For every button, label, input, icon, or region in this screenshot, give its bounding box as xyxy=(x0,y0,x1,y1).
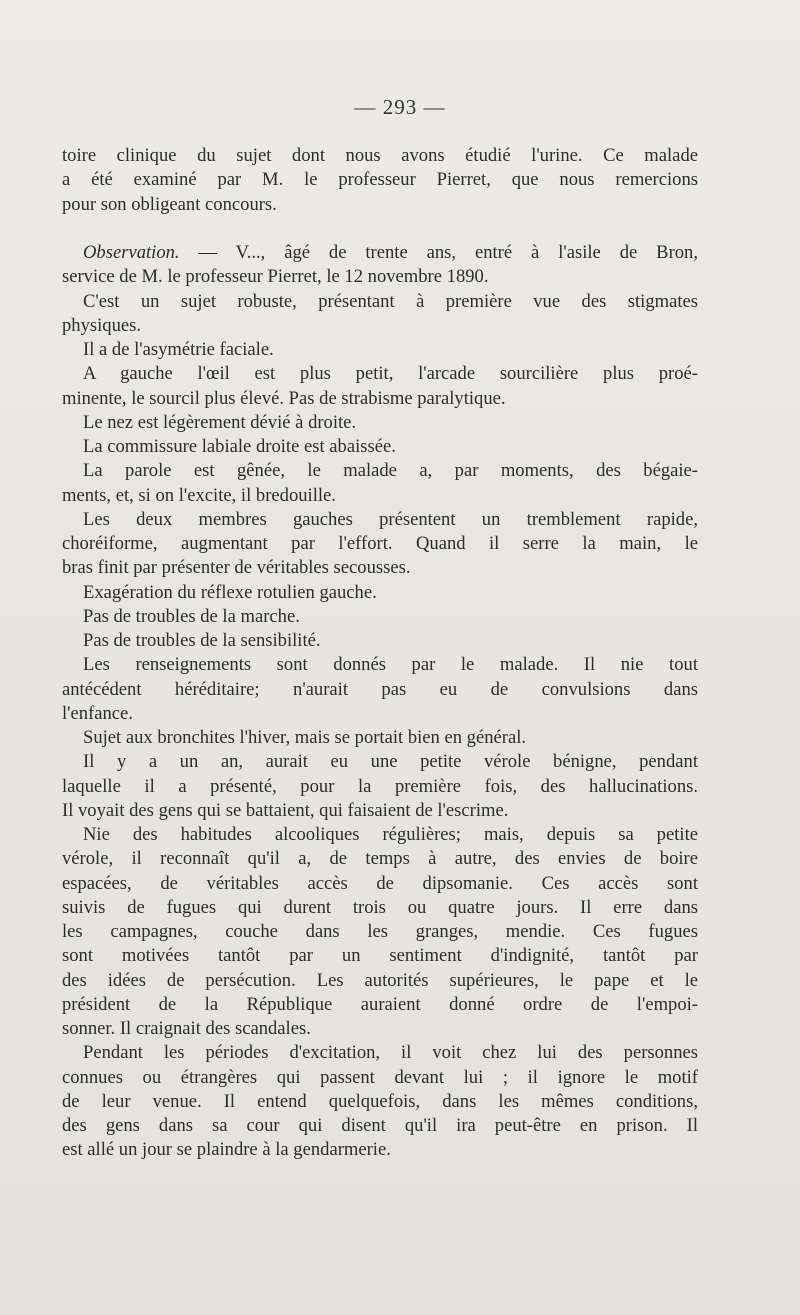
text-line: est allé un jour se plaindre à la gendarmerie. xyxy=(62,1139,391,1161)
text-line: service de M. le professeur Pierret, le 12 novembre 1890. xyxy=(62,266,489,288)
text-line: C'est un sujet robuste, présentant à première vue des stigmates xyxy=(83,290,698,312)
text-line: pour son obligeant concours. xyxy=(62,193,277,215)
text-line: l'enfance. xyxy=(62,702,133,724)
text-line: Nie des habitudes alcooliques régulières; mais, depuis sa petite xyxy=(83,824,698,845)
text-line: La commissure labiale droite est abaissée. xyxy=(83,436,396,457)
text-line: Exagération du réflexe rotulien gauche. xyxy=(83,581,377,603)
text-line: des idées de persécution. Les autorités supérieures, le pape et le xyxy=(62,969,698,991)
text-line: Sujet aux bronchites l'hiver, mais se portait bien en général. xyxy=(83,727,527,748)
text-line: antécédent héréditaire; n'aurait pas eu de convulsions dans xyxy=(62,678,698,700)
text-line: toire clinique du sujet dont nous avons étudié l'urine. Ce malade xyxy=(62,145,698,166)
text-line: de leur venue. Il entend quelquefois, dans les mêmes conditions, xyxy=(62,1090,698,1112)
text-line: connues ou étrangères qui passent devant lui ; il ignore le motif xyxy=(62,1066,698,1088)
text-line: Pendant les périodes d'excitation, il voit chez lui des personnes xyxy=(83,1042,698,1064)
text-line: a été examiné par M. le professeur Pierret, que nous remercions xyxy=(62,169,698,191)
observation-heading: Observation. xyxy=(83,242,180,263)
text-line: ments, et, si on l'excite, il bredouille. xyxy=(62,484,336,506)
text-line: vérole, il reconnaît qu'il a, de temps à autre, des envies de boire xyxy=(62,848,698,870)
text-line xyxy=(62,241,698,265)
text-line: président de la République auraient donné ordre de l'empoi- xyxy=(62,993,698,1015)
text-line: bras finit par présenter de véritables secousses. xyxy=(62,557,411,579)
text-line-content: — V..., âgé de trente ans, entré à l'asile de Bron, xyxy=(179,242,698,263)
text-line: Pas de troubles de la marche. xyxy=(83,605,300,627)
text-line: Il y a un an, aurait eu une petite vérole bénigne, pendant xyxy=(83,751,698,773)
text-line: Les deux membres gauches présentent un tremblement rapide, xyxy=(83,508,698,530)
text-line: Pas de troubles de la sensibilité. xyxy=(83,630,321,651)
text-line: laquelle il a présenté, pour la première fois, des hallucinations. xyxy=(62,775,698,797)
text-line: Le nez est légèrement dévié à droite. xyxy=(83,411,357,433)
text-line: minente, le sourcil plus élevé. Pas de strabisme paralytique. xyxy=(62,387,506,409)
text-line: des gens dans sa cour qui disent qu'il ira peut-être en prison. Il xyxy=(62,1115,698,1136)
text-line: choréiforme, augmentant par l'effort. Quand il serre la main, le xyxy=(62,533,698,554)
page-number: — 293 — xyxy=(354,95,446,119)
paragraph-spacer xyxy=(62,217,698,241)
body-text xyxy=(62,144,698,1163)
text-line: physiques. xyxy=(62,314,142,336)
text-line: A gauche l'œil est plus petit, l'arcade sourcilière plus proé- xyxy=(83,363,698,385)
text-line: sonner. Il craignait des scandales. xyxy=(62,1018,311,1039)
text-line: les campagnes, couche dans les granges, mendie. Ces fugues xyxy=(62,921,698,942)
text-line: Il voyait des gens qui se battaient, qui faisaient de l'escrime. xyxy=(62,799,509,821)
text-line: Les renseignements sont donnés par le malade. Il nie tout xyxy=(83,654,698,676)
text-line: espacées, de véritables accès de dipsomanie. Ces accès sont xyxy=(62,872,698,894)
text-line: suivis de fugues qui durent trois ou quatre jours. Il erre dans xyxy=(62,896,698,918)
text-line: sont motivées tantôt par un sentiment d'indignité, tantôt par xyxy=(62,945,698,967)
text-line: Il a de l'asymétrie faciale. xyxy=(83,339,274,360)
text-line: La parole est gênée, le malade a, par moments, des bégaie- xyxy=(83,460,698,482)
